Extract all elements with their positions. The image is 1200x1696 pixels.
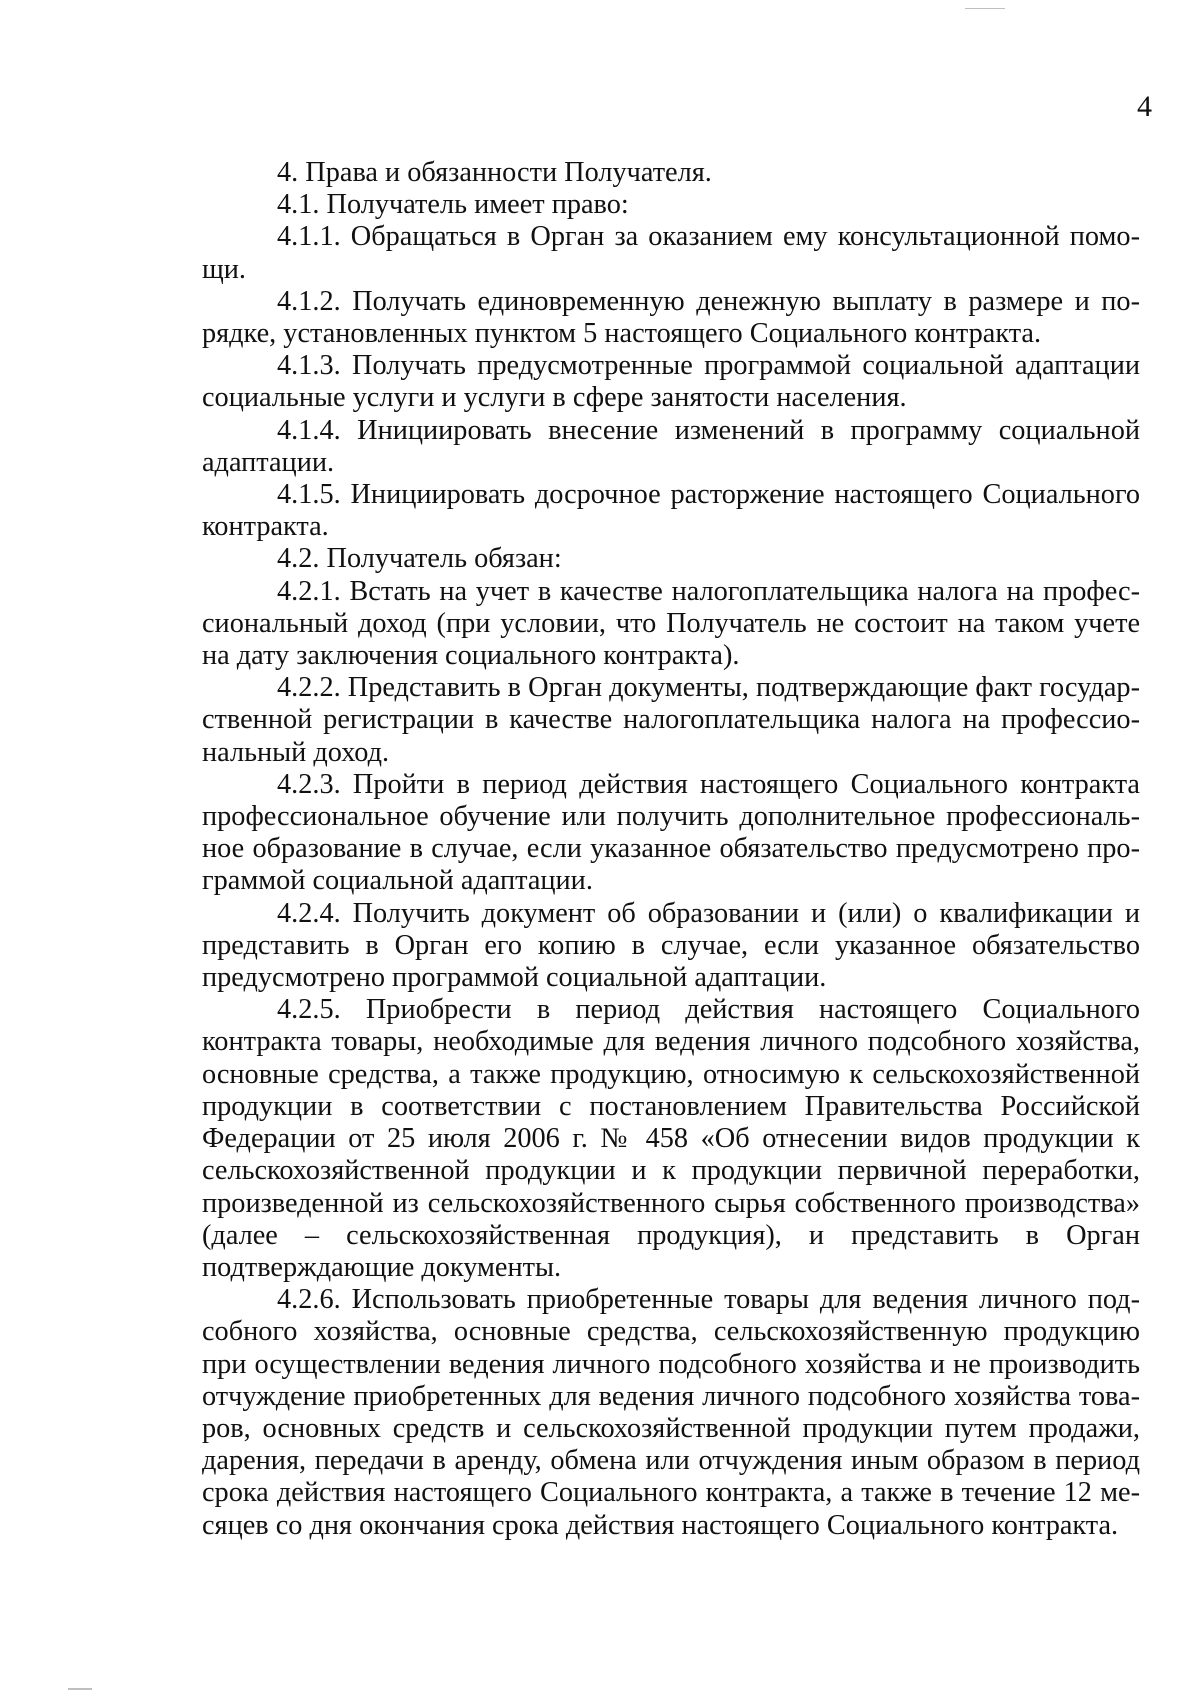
clause-4-1-3: 4.1.3. Получать предусмотренные программой социальной адаптации социальные услуги и услуги в сфере занятости населения. bbox=[202, 350, 1140, 414]
clause-4-2-5: 4.2.5. Приобрести в период действия настоящего Социального контракта товары, необходимые для ведения личного подсобного хозяйства, основные средства, а также продукцию, относимую к сельскохозяйственной продукции в соответствии с постановлением Правительства Российской Федерации от 25 июля 2006 г. № 458 «Об отнесении видов продукции к сельскохозяйственной продукции и к продукции первичной переработки, произведенной из сельскохозяйственного сырья собственного производства» (далее – сельскохозяйственная продукция), и представить в Орган подтверждающие документы. bbox=[202, 994, 1140, 1283]
page-number: 4 bbox=[1137, 90, 1152, 123]
subsection-recipient-rights: 4.1. Получатель имеет право: bbox=[277, 189, 629, 221]
clause-4-2-1: 4.2.1. Встать на учет в качестве налогоплательщика налога на профессиональный доход (при условии, что Получатель не состоит на таком учете на дату заключения социального контракта). bbox=[202, 575, 1140, 672]
document-body bbox=[202, 157, 1140, 1542]
clause-4-2-3: 4.2.3. Пройти в период действия настоящего Социального контракта профессиональное обучение или получить дополнительное профессиональное образование в случае, если указанное обязательство предусмотрено программой социальной адаптации. bbox=[202, 768, 1140, 897]
clause-4-1-2: 4.1.2. Получать единовременную денежную выплату в размере и порядке, установленных пунктом 5 настоящего Социального контракта. bbox=[202, 285, 1140, 350]
clause-4-1-5: 4.1.5. Инициировать досрочное расторжение настоящего Социального контракта. bbox=[202, 479, 1140, 543]
clause-4-2-2: 4.2.2. Представить в Орган документы, подтверждающие факт государственной регистрации в качестве налогоплательщика налога на профессиональный доход. bbox=[202, 672, 1140, 768]
clause-4-2-6: 4.2.6. Использовать приобретенные товары для ведения личного подсобного хозяйства, основные средства, сельскохозяйственную продукцию при осуществлении ведения личного подсобного хозяйства и не производить отчуждение приобретенных для ведения личного подсобного хозяйства товаров, основных средств и сельскохозяйственной продукции путем продажи, дарения, передачи в аренду, обмена или отчуждения иным образом в период срока действия настоящего Социального контракта, а также в течение 12 месяцев со дня окончания срока действия настоящего Социального контракта. bbox=[202, 1284, 1140, 1541]
scan-artifact-top bbox=[965, 8, 1005, 9]
clause-4-1-1: 4.1.1. Обращаться в Орган за оказанием ему консультационной помощи. bbox=[202, 221, 1140, 285]
section-heading-rights-obligations: 4. Права и обязанности Получателя. bbox=[277, 157, 712, 188]
clause-4-1-4: 4.1.4. Инициировать внесение изменений в программу социальной адаптации. bbox=[202, 414, 1140, 478]
clause-4-2-4: 4.2.4. Получить документ об образовании и (или) о квалификации и представить в Орган его копию в случае, если указанное обязательство предусмотрено программой социальной адаптации. bbox=[202, 897, 1140, 994]
scan-artifact-bottom bbox=[68, 1688, 92, 1690]
subsection-recipient-obligations: 4.2. Получатель обязан: bbox=[277, 543, 562, 575]
